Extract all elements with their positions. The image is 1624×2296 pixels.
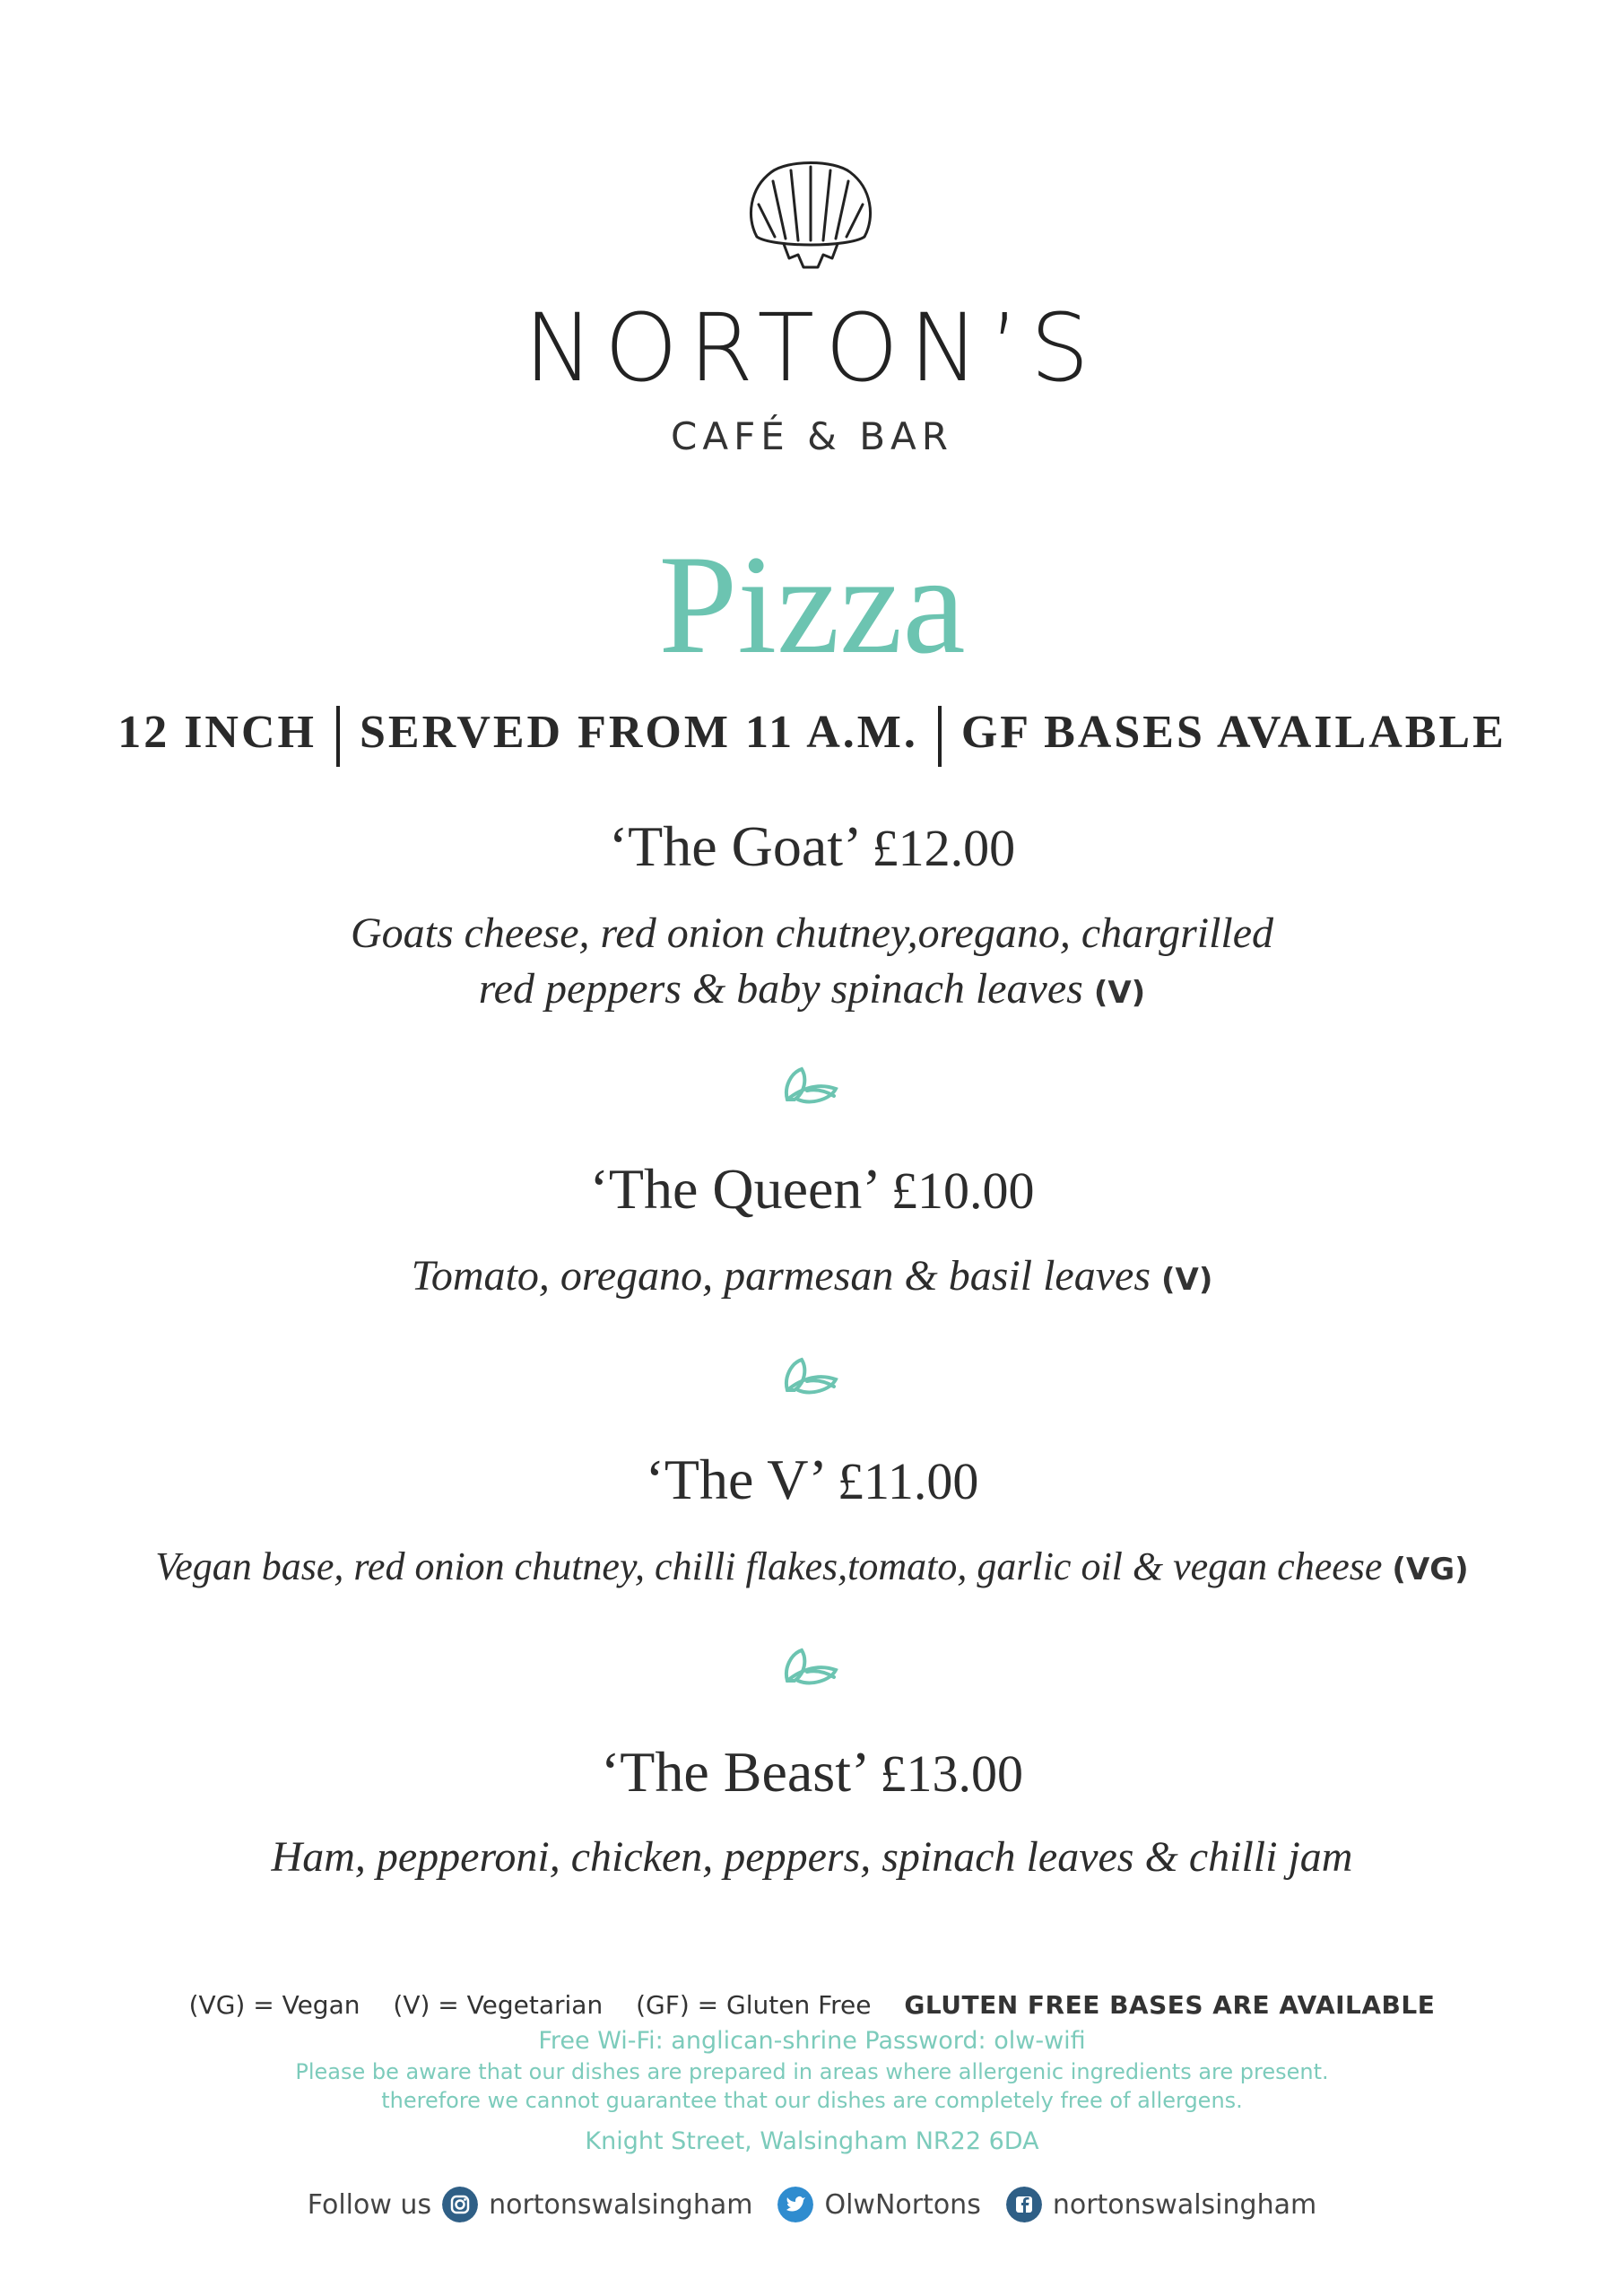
scallop-shell-icon bbox=[741, 154, 881, 274]
subtitle-gf: GF BASES AVAILABLE bbox=[960, 707, 1507, 758]
legend-gf-bases: GLUTEN FREE BASES ARE AVAILABLE bbox=[904, 1990, 1436, 2020]
allergen-notice-line: therefore we cannot guarantee that our dishes are completely free of allergens. bbox=[381, 2088, 1243, 2113]
item-title: ‘The Goat’ bbox=[608, 814, 858, 878]
legend-vegetarian: (V) = Vegetarian bbox=[393, 1990, 604, 2020]
subtitle-separator bbox=[938, 706, 942, 767]
description-line: Goats cheese, red onion chutney,oregano, chargrilled bbox=[350, 909, 1274, 957]
menu-title: Pizza bbox=[658, 526, 966, 683]
follow-label: Follow us bbox=[307, 2188, 432, 2221]
menu-item-description bbox=[0, 906, 1624, 1021]
menu-item-description bbox=[0, 1539, 1624, 1597]
wifi-info: Free Wi-Fi: anglican-shrine Password: olw-wifi bbox=[538, 2027, 1086, 2055]
item-price: £10.00 bbox=[890, 1161, 1035, 1220]
legend-gluten-free: (GF) = Gluten Free bbox=[636, 1990, 872, 2020]
leaf-ornament-icon bbox=[780, 1354, 845, 1397]
item-price: £11.00 bbox=[838, 1452, 979, 1510]
address: Knight Street, Walsingham NR22 6DA bbox=[585, 2127, 1039, 2155]
allergen-notice-line: Please be aware that our dishes are prepared in areas where allergenic ingredients are present. bbox=[295, 2059, 1329, 2084]
leaf-ornament-icon bbox=[780, 1064, 845, 1107]
diet-tag: (VG) bbox=[1392, 1552, 1469, 1587]
item-title: ‘The Queen’ bbox=[589, 1157, 877, 1221]
twitter-handle: OlwNortons bbox=[824, 2188, 981, 2221]
diet-tag: (V) bbox=[1161, 1262, 1213, 1298]
diet-legend bbox=[0, 1990, 1624, 2020]
legend-vegan: (VG) = Vegan bbox=[188, 1990, 360, 2020]
description-text: red peppers & baby spinach leaves bbox=[478, 965, 1083, 1013]
menu-item-name bbox=[0, 1157, 1624, 1221]
menu-item-description bbox=[0, 1830, 1624, 1885]
item-price: £12.00 bbox=[872, 819, 1016, 877]
description-text: Vegan base, red onion chutney, chilli flakes,tomato, garlic oil & vegan cheese bbox=[155, 1544, 1383, 1588]
instagram-handle: nortonswalsingham bbox=[489, 2188, 753, 2221]
description-line bbox=[0, 961, 1624, 1021]
subtitle-separator bbox=[336, 706, 340, 767]
menu-subtitle bbox=[0, 705, 1624, 767]
instagram-link[interactable] bbox=[442, 2187, 752, 2222]
item-title: ‘The V’ bbox=[645, 1448, 824, 1511]
facebook-icon bbox=[1006, 2187, 1042, 2222]
description-text: Ham, pepperoni, chicken, peppers, spinach leaves & chilli jam bbox=[271, 1833, 1353, 1881]
menu-item-name bbox=[0, 814, 1624, 878]
brand-name: NORTON’S bbox=[524, 293, 1100, 403]
diet-tag: (V) bbox=[1093, 975, 1146, 1011]
leaf-ornament-icon bbox=[780, 1645, 845, 1688]
facebook-handle: nortonswalsingham bbox=[1052, 2188, 1317, 2221]
subtitle-served: SERVED FROM 11 A.M. bbox=[359, 707, 918, 758]
twitter-link[interactable] bbox=[777, 2187, 980, 2222]
menu-item-description bbox=[0, 1248, 1624, 1308]
subtitle-size: 12 INCH bbox=[117, 707, 317, 758]
menu-item-name bbox=[0, 1740, 1624, 1804]
item-price: £13.00 bbox=[880, 1744, 1024, 1803]
brand-subtitle: CAFÉ & BAR bbox=[671, 414, 953, 458]
item-title: ‘The Beast’ bbox=[600, 1740, 866, 1804]
menu-item-name bbox=[0, 1448, 1624, 1511]
instagram-icon bbox=[442, 2187, 478, 2222]
social-links bbox=[0, 2187, 1624, 2222]
description-text: Tomato, oregano, parmesan & basil leaves bbox=[411, 1252, 1151, 1300]
twitter-icon bbox=[777, 2187, 813, 2222]
facebook-link[interactable] bbox=[1006, 2187, 1316, 2222]
